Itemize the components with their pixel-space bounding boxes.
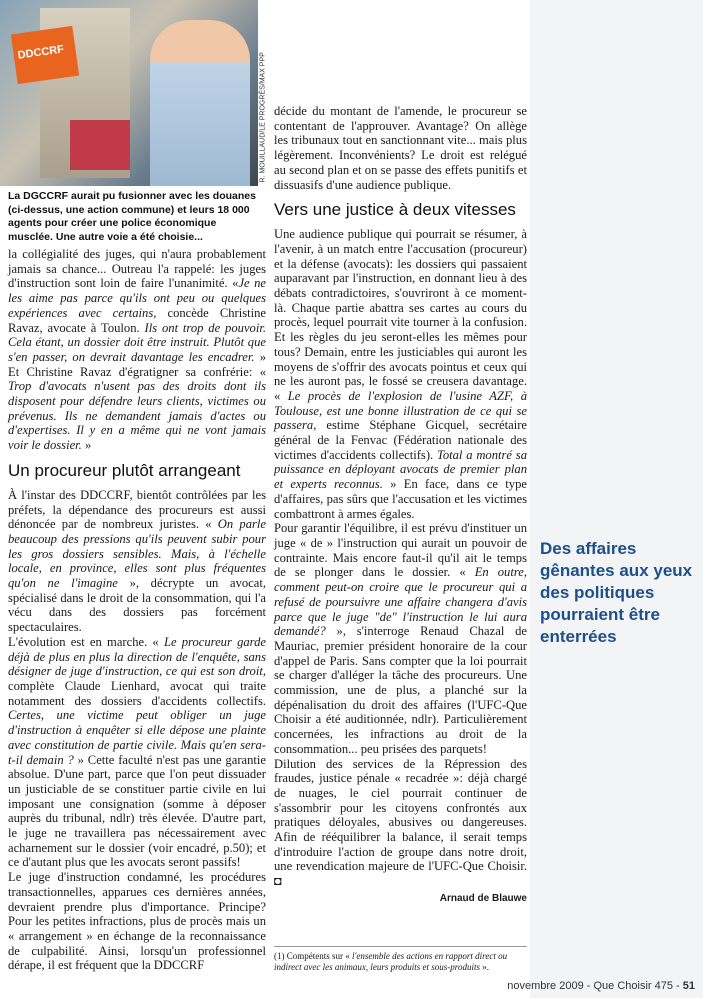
page-footer: novembre 2009 - Que Choisir 475 - 51 [507,980,695,992]
vest-label: DDCCRF [17,43,65,62]
author-signature: Arnaud de Blauwe [439,892,527,904]
footnote: (1) Compétents sur « l'ensemble des actions en rapport direct ou indirect avec les animaux, leurs produits et sous-produits ». [274,946,527,973]
sidebar-panel [530,0,703,998]
photo-box [70,120,130,170]
paragraph: Dilution des services de la Répression des fraudes, justice pénale « recadrée »: déjà chargé de nuages, le ciel pourrait continuer de s'assombrir pour les citoyens confrontés aux pratiques déloyales, abusives ou dangereuses. Afin de rééquilibrer la balance, il serait temps d'introduire l'action de groupe dans notre droit, une revendication majeure de l'UFC-Que Choisir. ◘ [274,756,527,889]
photo-officer [150,20,250,186]
paragraph: décide du montant de l'amende, le procureur se contentant de l'approuver. Avantage? On allège les tribunaux tout en sanctionnant vite... mais plus légèrement. Inconvénients? Le droit est relégué au second plan et on se passe des effets punitifs et dissuasifs d'une audience publique. [274,104,527,192]
paragraph: la collégialité des juges, qui n'aura probablement jamais sa chance... Outreau l'a rappelé: les juges d'instruction sont loin de faire l'unanimité. «Je ne les aime pas parce qu'ils ont peu ou quelques expériences avec certains, concède Christine Ravaz, avocate à Toulon. Ils ont trop de pouvoir. Cela étant, un dossier doit être instruit. Plutôt que s'en passer, on devrait davantage les encadrer. » Et Christine Ravaz d'égratigner sa confrérie: « Trop d'avocats n'usent pas des droits dont ils disposent pour défendre leurs clients, victimes ou prévenus. Ils ne demandent jamais d'actes ou d'expertises. Il y en a même qui ne vont jamais voir le dossier. » [8,247,266,453]
paragraph: À l'instar des DDCCRF, bientôt contrôlées par les préfets, la dépendance des procureurs est aussi dénoncée par de nombreux juristes. « On parle beaucoup des pressions qu'ils peuvent subir pour les gros dossiers sensibles. Mais, à l'échelle locale, en province, elles sont plus fréquentes qu'on ne l'imagine », décrypte un avocat, spécialisé dans le droit de la consommation, qui l'a vécu dans des dossiers pas forcément spectaculaires. [8,487,266,635]
pull-quote: Des affaires gênantes aux yeux des politiques pourraient être enterrées [540,539,693,646]
photo-credit: R. MOUILLAUD/LE PROGRÈS/MAX PPP [259,52,267,183]
paragraph: Le juge d'instruction condamné, les procédures transactionnelles, apparues ces dernières années, devraient prendre plus d'importance. Principe? Pour les petites infractions, plus de procès mais un « arrangement » en échange de la reconnaissance de culpabilité. Ainsi, lorsqu'un professionnel dérape, il est fréquent que la DDCCRF [8,870,266,973]
column-1 [8,247,266,973]
photo-caption: La DGCCRF aurait pu fusionner avec les douanes (ci-dessus, une action commune) et leurs 18 000 agents pour créer une police économique musclée. Une autre voie a été choisie... [8,190,256,243]
photo-vest [11,26,79,84]
paragraph: Pour garantir l'équilibre, il est prévu d'instituer un juge « de » l'instruction qui aurait un pouvoir de contrainte. Mais encore faut-il qu'il ait le temps de se plonger dans le dossier. « En outre, comment peut-on croire que le procureur qui a refusé de poursuivre une affaire changera d'avis parce que le juge "de" l'instruction le lui aura demandé? », s'interroge Renaud Chazal de Mauriac, premier président honoraire de la cour d'appel de Paris. Sans compter que la loi pourrait se charger d'alléger la tâche des procureurs. Une commission, une de plus, a planché sur la dépénalisation du droit des affaires (l'UFC-Que Choisir a été auditionnée, ndlr). Particulièrement concernées, les infractions au droit de la consommation... peu prisées des parquets! [274,521,527,756]
section-heading: Vers une justice à deux vitesses [274,200,516,220]
photo [0,0,258,186]
paragraph: L'évolution est en marche. « Le procureur garde déjà de plus en plus la direction de l'enquête, sans désigner de juge d'instruction, ce qui est son droit, complète Claude Lienhard, avocat qui traite notamment des dossiers d'accidents collectifs. Certes, une victime peut obliger un juge d'instruction à enquêter si elle dépose une plainte avec constitution de partie civile. Mais qu'en sera-t-il demain ? » Cette faculté n'est pas une garantie absolue. D'une part, parce que l'on peut dissuader un justiciable de se constituer partie civile en lui imposant une consignation (somme à déposer auprès du tribunal, ndlr) très élevée. D'autre part, le juge ne travaillera pas nécessairement avec acharnement sur le dossier (voir encadré, p.50); et ce d'autant plus que les avocats seront passifs! [8,634,266,870]
page-number: 51 [682,980,695,992]
paragraph: Une audience publique qui pourrait se résumer, à l'avenir, à un match entre l'accusation (procureur) et la défense (avocats): les dossiers qui passaient auparavant par l'instruction, en donnant lieu à des débats contradictoires, s'ouvriront à ce moment-là. Chaque partie abattra ses cartes au cours du procès, lequel pourrait vite tourner à la confusion. Et les règles du jeu seront-elles les mêmes pour tous? Demain, entre les justiciables qui auront les moyens de s'offrir des avocats pointus et ceux qui ne les auront pas, le fossé se creusera davantage. « Le procès de l'explosion de l'usine AZF, à Toulouse, est une bonne illustration de ce qui se passera, estime Stéphane Gicquel, secrétaire général de la Fenvac (Fédération nationale des victimes d'accidents collectifs). Total a montré sa puissance en déployant avocats de premier plan et experts reconnus. » En face, dans ce type d'affaires, pas sûrs que l'accusation et les victimes combattront à armes égales. [274,227,527,521]
section-heading: Un procureur plutôt arrangeant [8,460,241,480]
column-2 [274,104,527,904]
